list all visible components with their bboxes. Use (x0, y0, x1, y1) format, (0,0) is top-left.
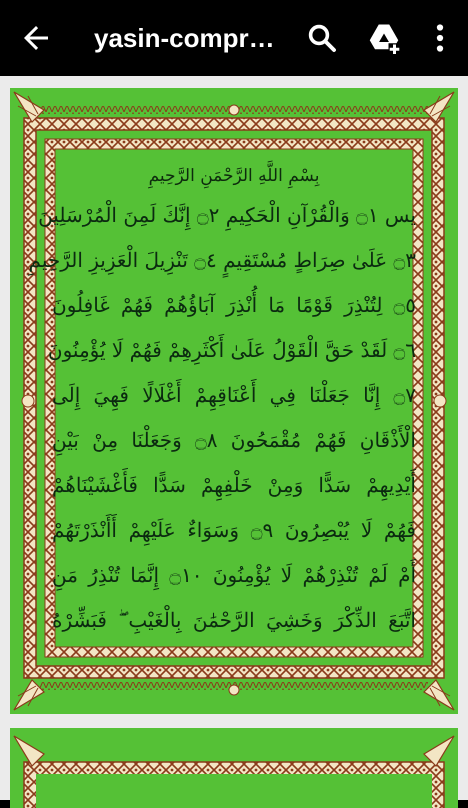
bismillah-heading: بِسْمِ اللَّهِ الرَّحْمَنِ الرَّحِيمِ (148, 166, 320, 186)
verse-line: ۝٣ عَلَىٰ صِرَاطٍ مُسْتَقِيمٍ ۝٤ تَنْزِيلَ الْعَزِيزِ الرَّحِيمِ (28, 248, 416, 272)
verse-line: يس ۝١ وَالْقُرْآنِ الْحَكِيمِ ۝٢ إِنَّكَ لَمِنَ الْمُرْسَلِينَ (38, 203, 416, 227)
document-page-2 (10, 728, 458, 808)
verse-line: أَيْدِيهِمْ سَدًّا وَمِنْ خَلْفِهِمْ سَدًّا فَأَغْشَيْنَاهُمْ (52, 473, 416, 497)
arrow-back-icon[interactable] (18, 20, 54, 56)
document-title: yasin-compr… (94, 23, 275, 53)
document-viewer[interactable] (0, 76, 468, 800)
verse-line: اتَّبَعَ الذِّكْرَ وَخَشِيَ الرَّحْمَٰنَ بِالْغَيْبِ ۖ فَبَشِّرْهُ (52, 608, 416, 632)
verse-line: ۝٥ لِتُنْذِرَ قَوْمًا مَا أُنْذِرَ آبَاؤُهُمْ فَهُمْ غَافِلُونَ (52, 293, 416, 317)
verse-line: الْأَذْقَانِ فَهُمْ مُقْمَحُونَ ۝٨ وَجَعَلْنَا مِنْ بَيْنِ (52, 428, 416, 452)
verse-line: فَهُمْ لَا يُبْصِرُونَ ۝٩ وَسَوَاءٌ عَلَيْهِمْ أَأَنْذَرْتَهُمْ (52, 518, 416, 542)
verse-line: ۝٦ لَقَدْ حَقَّ الْقَوْلُ عَلَىٰ أَكْثَرِهِمْ فَهُمْ لَا يُؤْمِنُونَ (47, 338, 416, 362)
search-icon[interactable] (304, 20, 340, 56)
ornamental-border (10, 728, 458, 808)
app-bar (0, 0, 468, 76)
verse-line: أَمْ لَمْ تُنْذِرْهُمْ لَا يُؤْمِنُونَ ۝١٠ إِنَّمَا تُنْذِرُ مَنِ (52, 563, 417, 587)
more-vert-icon[interactable] (422, 20, 458, 56)
drive-add-icon[interactable] (366, 20, 402, 56)
document-page-1 (10, 88, 458, 714)
verse-line: ۝٧ إِنَّا جَعَلْنَا فِي أَعْنَاقِهِمْ أَغْلَالًا فَهِيَ إِلَى (52, 383, 416, 407)
